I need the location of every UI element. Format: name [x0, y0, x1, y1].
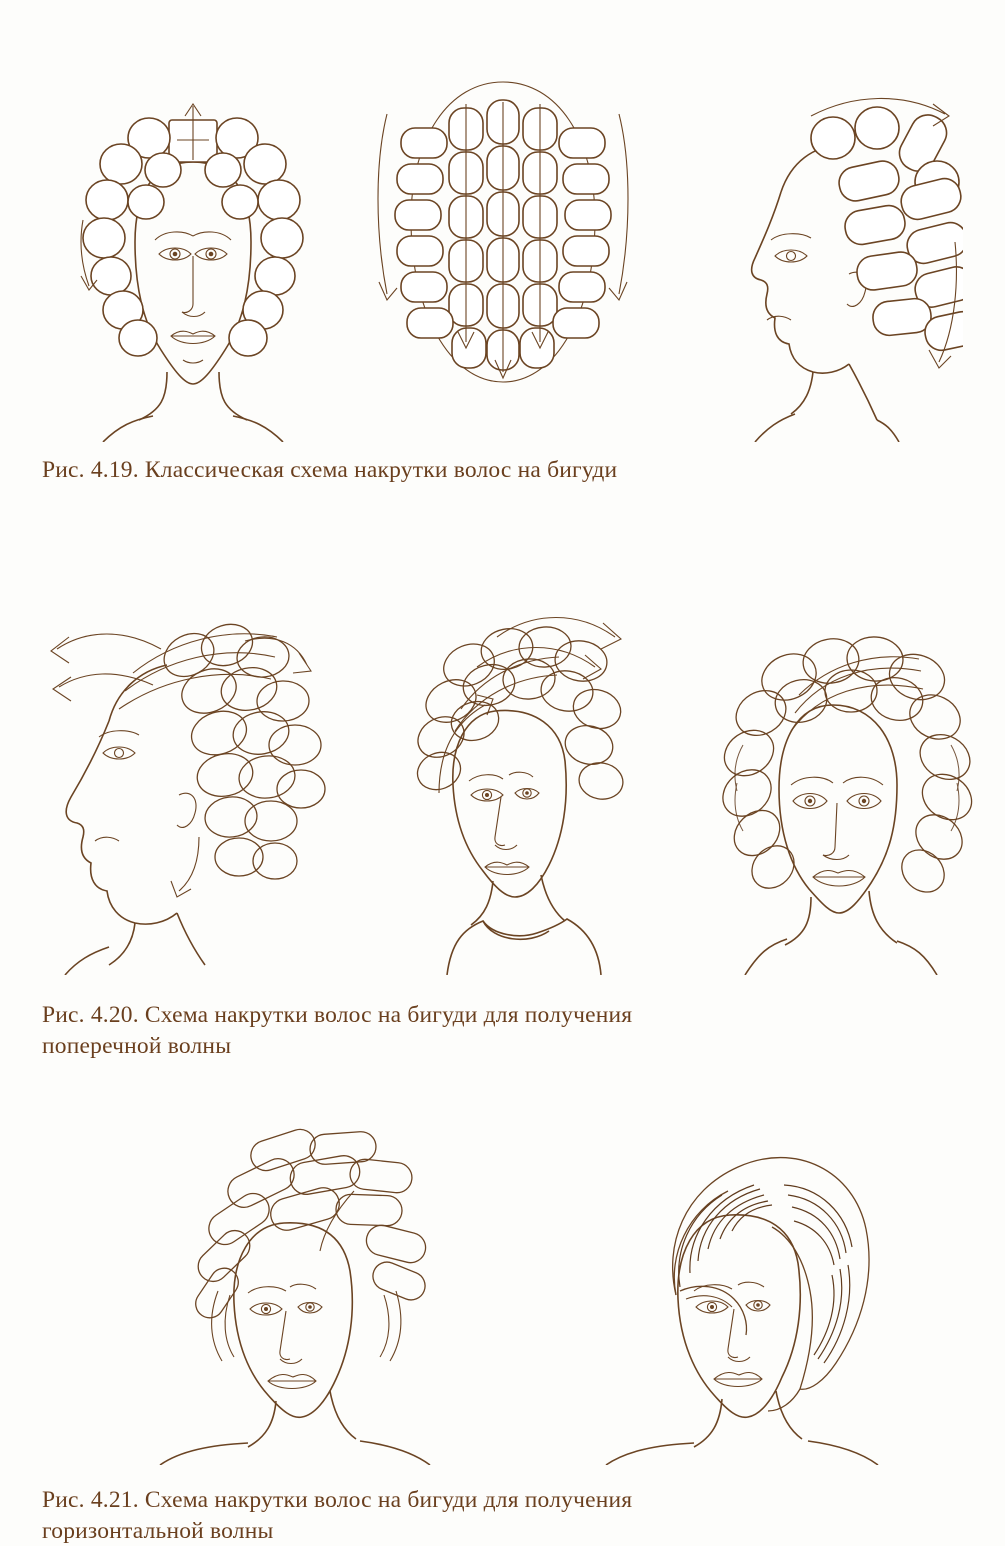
figure-4-20-panels: [0, 545, 1005, 980]
figure-4-20-caption-line-1: Рис. 4.20. Схема накрутки волос на бигуди для получения: [42, 1002, 633, 1028]
figure-4-19-caption-line-1: Рис. 4.19. Классическая схема накрутки волос на бигуди: [42, 457, 618, 483]
three-quarter-view-horizontal-rollers-illustration: [98, 1095, 458, 1465]
figure-4-19-caption: [0, 455, 1005, 486]
figure-4-20: [0, 545, 1005, 980]
fig-4-19-panel-2: [353, 42, 653, 447]
figure-4-21: [0, 1095, 1005, 1470]
side-view-curls-with-arrows-illustration: [13, 545, 333, 975]
fig-4-20-panel-3: [673, 545, 993, 980]
figure-4-19: [0, 42, 1005, 447]
finished-curly-hairstyle-illustration: [673, 545, 993, 975]
figure-4-19-panels: [0, 42, 1005, 447]
fig-4-21-panel-2: [548, 1095, 908, 1470]
fig-4-20-panel-1: [13, 545, 333, 980]
fig-4-21-panel-1: [98, 1095, 458, 1470]
side-view-head-with-rollers-illustration: [663, 42, 963, 442]
figure-4-20-caption-line-2: поперечной волны: [42, 1033, 232, 1060]
figure-4-21-caption: [0, 1485, 1005, 1547]
figure-4-21-caption-line-2: горизонтальной волны: [42, 1518, 274, 1545]
figure-4-20-caption: [0, 1000, 1005, 1062]
fig-4-20-panel-2: [343, 545, 663, 980]
figure-4-21-panels: [0, 1095, 1005, 1470]
front-view-head-with-rollers-illustration: [43, 42, 343, 442]
top-view-roller-rows-illustration: [353, 42, 653, 442]
three-quarter-view-curls-with-arrows-illustration: [343, 545, 663, 975]
fig-4-19-panel-1: [43, 42, 343, 447]
fig-4-19-panel-3: [663, 42, 963, 447]
figure-4-21-caption-line-1: Рис. 4.21. Схема накрутки волос на бигуди для получения: [42, 1487, 633, 1513]
finished-wave-hairstyle-illustration: [548, 1095, 908, 1465]
